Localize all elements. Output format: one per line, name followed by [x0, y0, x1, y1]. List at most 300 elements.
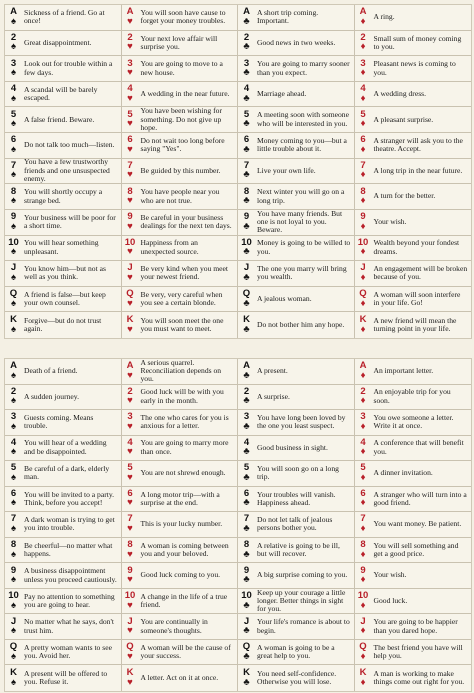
card-rank: 9: [243, 564, 250, 576]
fortune-text: Sickness of a friend. Go at once!: [24, 7, 105, 26]
club-icon: ♣: [243, 93, 250, 104]
spade-icon: ♠: [10, 370, 17, 381]
club-icon: ♣: [243, 549, 250, 560]
fortune-text: The one who cares for you is anxious for a letter.: [140, 412, 229, 431]
fortune-card-cell: [122, 159, 239, 185]
fortune-grid-bottom: [5, 359, 471, 691]
card-rank: 6: [10, 134, 17, 146]
fortune-text: A surprise.: [257, 391, 290, 401]
card-index: [5, 210, 22, 235]
diamond-icon: ♦: [360, 600, 366, 611]
fortune-text: A pleasant surprise.: [373, 114, 434, 124]
club-icon: ♣: [243, 447, 250, 458]
spade-icon: ♠: [10, 170, 17, 181]
fortune-card-cell: [5, 287, 122, 313]
fortune-card-cell: [238, 210, 355, 236]
card-rank: K: [10, 314, 17, 326]
club-icon: ♣: [243, 421, 250, 432]
card-rank: A: [243, 360, 250, 372]
spade-icon: ♠: [10, 472, 17, 483]
card-rank: A: [126, 6, 134, 18]
fortune-text: A turn for the better.: [373, 191, 436, 201]
fortune-text: Do not bother him any hope.: [257, 319, 345, 329]
card-index: [5, 312, 22, 338]
card-index: [122, 589, 139, 614]
card-index: [355, 5, 372, 30]
heart-icon: ♥: [127, 221, 133, 232]
heart-icon: ♥: [127, 549, 133, 560]
card-rank: 9: [360, 211, 366, 223]
fortune-text: Marriage ahead.: [257, 88, 307, 98]
fortune-card-cell: [5, 589, 122, 615]
fortune-card-cell: [5, 159, 122, 185]
card-rank: J: [243, 262, 250, 274]
diamond-icon: ♦: [360, 247, 366, 258]
card-rank: A: [359, 360, 367, 372]
fortune-text: A new friend will mean the turning point in your life.: [373, 315, 457, 334]
card-index: [5, 287, 22, 312]
fortune-text: The one you marry will bring you wealth.: [257, 264, 347, 282]
card-rank: 7: [10, 159, 17, 171]
fortune-card-cell: [122, 385, 239, 411]
card-rank: J: [243, 615, 250, 627]
card-index: [238, 107, 255, 132]
fortune-card-cell: [5, 512, 122, 538]
spade-icon: ♠: [10, 119, 17, 130]
fortune-text: Good luck coming to you.: [140, 570, 221, 580]
card-index: [238, 665, 255, 691]
club-icon: ♣: [243, 575, 250, 586]
fortune-card-cell: [5, 107, 122, 133]
fortune-card-cell: [122, 31, 239, 57]
spade-icon: ♠: [10, 677, 17, 688]
card-index: [122, 512, 139, 537]
card-index: [355, 184, 372, 209]
fortune-text: You will shortly occupy a strange bed.: [24, 187, 103, 205]
spade-icon: ♠: [10, 93, 17, 104]
club-icon: ♣: [243, 144, 250, 155]
card-index: [122, 287, 139, 312]
heart-icon: ♥: [127, 170, 133, 181]
fortune-text: This is your lucky number.: [140, 519, 223, 529]
fortune-text: You will hear of a wedding and be disappointed.: [24, 438, 107, 456]
card-index: [5, 589, 22, 614]
card-index: [5, 5, 22, 30]
card-rank: 2: [10, 31, 17, 43]
spade-icon: ♠: [10, 421, 17, 432]
fortune-text: Next winter you will go on a long trip.: [257, 187, 345, 205]
card-index: [355, 31, 372, 56]
club-icon: ♣: [243, 651, 250, 662]
spade-icon: ♠: [10, 144, 17, 155]
card-index: [5, 261, 22, 286]
fortune-text: Forgive—but do not trust again.: [24, 315, 102, 334]
card-index: [122, 133, 139, 158]
heart-icon: ♥: [127, 370, 133, 381]
card-index: [238, 385, 255, 410]
diamond-icon: ♦: [360, 272, 366, 283]
card-rank: Q: [242, 641, 251, 653]
diamond-icon: ♦: [360, 298, 366, 309]
diamond-icon: ♦: [360, 221, 366, 232]
fortune-text: A woman will be the cause of your success.: [140, 642, 231, 661]
fortune-card-cell: [5, 5, 122, 31]
fortune-text: A false friend. Beware.: [24, 114, 95, 124]
fortune-text: A dark woman is trying to get you into trouble.: [24, 515, 115, 533]
fortune-card-cell: [5, 210, 122, 236]
fortune-sheet-bottom: [4, 358, 472, 692]
card-rank: 4: [10, 83, 17, 95]
diamond-icon: ♦: [360, 196, 366, 207]
card-index: [355, 236, 372, 261]
club-icon: ♣: [243, 221, 250, 232]
fortune-text: You will hear something unpleasant.: [24, 238, 99, 256]
card-rank: 10: [241, 236, 252, 248]
fortune-text: Guests coming. Means trouble.: [24, 412, 94, 431]
fortune-text: You are going to marry more than once.: [140, 438, 229, 456]
fortune-text: A sudden journey.: [24, 391, 79, 401]
card-rank: 9: [127, 211, 133, 223]
fortune-text: A scandal will be barely escaped.: [24, 84, 98, 103]
club-icon: ♣: [243, 16, 250, 27]
heart-icon: ♥: [127, 272, 133, 283]
club-icon: ♣: [243, 298, 250, 309]
fortune-card-cell: [122, 133, 239, 159]
card-rank: 8: [243, 185, 250, 197]
card-index: [238, 287, 255, 312]
card-index: [5, 359, 22, 384]
card-index: [122, 210, 139, 235]
spade-icon: ♠: [10, 396, 17, 407]
card-rank: 5: [10, 462, 17, 474]
diamond-icon: ♦: [360, 575, 366, 586]
fortune-text: Great disappointment.: [24, 37, 92, 47]
card-index: [355, 159, 372, 184]
fortune-card-cell: [238, 159, 355, 185]
card-rank: 4: [10, 436, 17, 448]
spade-icon: ♠: [10, 42, 17, 53]
card-index: [238, 359, 255, 384]
card-rank: 6: [360, 487, 366, 499]
fortune-card-cell: [238, 563, 355, 589]
card-rank: 10: [357, 236, 369, 248]
fortune-card-cell: [5, 82, 122, 108]
fortune-text: A pretty woman wants to see you. Avoid her.: [24, 642, 112, 661]
fortune-text: Be very, very careful when you see a certain blonde.: [140, 289, 223, 308]
fortune-text: A woman is coming between you and your beloved.: [140, 540, 229, 559]
spade-icon: ♠: [10, 523, 17, 534]
card-index: [355, 107, 372, 132]
card-rank: Q: [359, 641, 367, 653]
diamond-icon: ♦: [360, 16, 366, 27]
fortune-card-cell: [238, 589, 355, 615]
card-index: [122, 640, 139, 665]
card-index: [238, 82, 255, 107]
fortune-text: You have many friends. But one is not loyal to you. Beware.: [257, 209, 343, 235]
club-icon: ♣: [243, 119, 250, 130]
card-index: [238, 640, 255, 665]
fortune-text: You want money. Be patient.: [373, 519, 462, 529]
card-rank: A: [10, 360, 17, 372]
fortune-card-cell: [355, 56, 472, 82]
card-rank: 4: [243, 83, 250, 95]
card-rank: J: [10, 262, 17, 274]
heart-icon: ♥: [127, 16, 133, 27]
fortune-text: No matter what he says, don't trust him.: [24, 617, 114, 635]
card-index: [238, 184, 255, 209]
fortune-card-cell: [238, 538, 355, 564]
card-rank: 6: [127, 134, 133, 146]
fortune-card-cell: [5, 461, 122, 487]
fortune-card-cell: [355, 312, 472, 338]
card-rank: J: [127, 615, 133, 627]
card-index: [355, 312, 372, 338]
card-index: [5, 436, 22, 461]
fortune-card-cell: [122, 287, 239, 313]
card-index: [238, 487, 255, 512]
card-index: [122, 82, 139, 107]
card-rank: 10: [8, 590, 19, 602]
fortune-card-cell: [122, 640, 239, 666]
card-index: [238, 31, 255, 56]
card-index: [5, 487, 22, 512]
fortune-card-cell: [238, 665, 355, 691]
card-index: [355, 385, 372, 410]
card-index: [5, 640, 22, 665]
fortune-card-cell: [5, 436, 122, 462]
card-rank: A: [243, 6, 250, 18]
card-rank: 7: [243, 159, 250, 171]
heart-icon: ♥: [127, 575, 133, 586]
card-rank: 2: [243, 385, 250, 397]
card-rank: A: [359, 6, 367, 18]
diamond-icon: ♦: [360, 144, 366, 155]
card-index: [355, 261, 372, 286]
heart-icon: ♥: [127, 472, 133, 483]
fortune-card-cell: [355, 665, 472, 691]
card-rank: A: [126, 360, 134, 372]
club-icon: ♣: [243, 472, 250, 483]
fortune-card-cell: [355, 410, 472, 436]
card-index: [122, 563, 139, 588]
fortune-card-cell: [5, 261, 122, 287]
card-index: [5, 133, 22, 158]
fortune-text: A relative is going to be ill, but will recover.: [257, 540, 340, 559]
fortune-text: You know him—but not as well as you think.: [24, 264, 106, 282]
fortune-text: You are going to be happier than you dared hope.: [373, 617, 458, 635]
card-rank: 2: [243, 31, 250, 43]
heart-icon: ♥: [127, 447, 133, 458]
card-rank: K: [126, 667, 134, 679]
fortune-text: You have been wishing for something. Do not give up hope.: [140, 107, 222, 132]
fortune-card-cell: [122, 512, 239, 538]
diamond-icon: ♦: [360, 93, 366, 104]
card-rank: 5: [360, 462, 366, 474]
fortune-text: You will sell something and get a good price.: [373, 540, 459, 559]
card-index: [122, 159, 139, 184]
card-rank: 8: [243, 539, 250, 551]
spade-icon: ♠: [10, 626, 17, 637]
diamond-icon: ♦: [360, 396, 366, 407]
card-rank: 8: [360, 185, 366, 197]
fortune-text: Be guided by this number.: [140, 165, 221, 175]
fortune-text: A man is working to make things come out right for you.: [373, 668, 465, 687]
fortune-card-cell: [122, 665, 239, 691]
card-rank: Q: [9, 288, 18, 300]
card-rank: 10: [241, 590, 252, 602]
card-rank: 2: [127, 31, 133, 43]
card-index: [238, 261, 255, 286]
card-rank: 3: [360, 411, 366, 423]
card-rank: 9: [360, 564, 366, 576]
card-index: [238, 210, 255, 235]
card-index: [355, 538, 372, 563]
spade-icon: ♠: [10, 68, 17, 79]
card-rank: 5: [360, 108, 366, 120]
card-rank: 3: [243, 57, 250, 69]
fortune-text: You have long been loved by the one you least suspect.: [257, 412, 346, 431]
club-icon: ♣: [243, 170, 250, 181]
diamond-icon: ♦: [360, 42, 366, 53]
card-rank: 4: [127, 83, 133, 95]
fortune-text: Money is going to be willed to you.: [257, 238, 351, 256]
card-rank: 7: [127, 513, 133, 525]
spade-icon: ♠: [10, 272, 17, 283]
card-index: [122, 385, 139, 410]
heart-icon: ♥: [127, 68, 133, 79]
fortune-card-cell: [238, 236, 355, 262]
diamond-icon: ♦: [360, 472, 366, 483]
fortune-text: You have people near you who are not true.: [140, 187, 220, 205]
fortune-card-cell: [5, 31, 122, 57]
fortune-text: Good news in two weeks.: [257, 37, 336, 47]
fortune-text: An enjoyable trip for you soon.: [373, 387, 451, 405]
card-rank: K: [243, 314, 250, 326]
page-gap: [0, 340, 474, 354]
fortune-card-cell: [5, 665, 122, 691]
card-index: [5, 563, 22, 588]
fortune-text: A conference that will benefit you.: [373, 438, 464, 456]
fortune-text: A woman will soon interfere in your life. Go!: [373, 289, 461, 308]
fortune-text: Money coming to you—but a little trouble about it.: [257, 135, 347, 154]
card-index: [355, 512, 372, 537]
fortune-card-cell: [5, 640, 122, 666]
fortune-text: A stranger will ask you to the theatre. Accept.: [373, 135, 463, 154]
fortune-text: Be very kind when you meet your newest friend.: [140, 264, 229, 282]
fortune-text: You are not shrewd enough.: [140, 468, 226, 478]
fortune-card-cell: [238, 261, 355, 287]
card-index: [355, 287, 372, 312]
card-index: [5, 56, 22, 81]
fortune-card-cell: [122, 359, 239, 385]
heart-icon: ♥: [127, 600, 133, 611]
club-icon: ♣: [243, 272, 250, 283]
card-index: [355, 487, 372, 512]
fortune-text: You will be invited to a party. Think, before you accept!: [24, 489, 115, 507]
card-index: [122, 359, 139, 384]
fortune-card-cell: [355, 107, 472, 133]
card-rank: 9: [10, 211, 17, 223]
fortune-card-cell: [355, 487, 472, 513]
fortune-card-cell: [238, 312, 355, 338]
fortune-text: You will soon meet the one you must want to meet.: [140, 315, 224, 334]
fortune-card-cell: [122, 210, 239, 236]
card-rank: Q: [126, 288, 134, 300]
card-index: [355, 461, 372, 486]
fortune-text: Your wish.: [373, 217, 407, 227]
fortune-text: A jealous woman.: [257, 293, 312, 303]
card-index: [122, 665, 139, 691]
card-rank: 8: [10, 539, 17, 551]
card-index: [238, 538, 255, 563]
fortune-text: Wealth beyond your fondest dreams.: [373, 238, 460, 256]
fortune-card-cell: [122, 410, 239, 436]
heart-icon: ♥: [127, 523, 133, 534]
card-index: [5, 31, 22, 56]
card-rank: 4: [360, 436, 366, 448]
fortune-text: Be careful of a dark, elderly man.: [24, 464, 110, 482]
card-index: [122, 410, 139, 435]
fortune-text: Your life's romance is about to begin.: [257, 617, 350, 635]
card-rank: K: [126, 314, 134, 326]
card-index: [355, 563, 372, 588]
fortune-text: A letter. Act on it at once.: [140, 673, 219, 683]
spade-icon: ♠: [10, 247, 17, 258]
fortune-text: A long motor trip—with a surprise at the end.: [140, 489, 220, 507]
fortune-card-cell: [355, 261, 472, 287]
heart-icon: ♥: [127, 119, 133, 130]
card-index: [238, 589, 255, 614]
card-index: [355, 589, 372, 614]
card-rank: Q: [359, 288, 367, 300]
heart-icon: ♥: [127, 42, 133, 53]
fortune-text: Look out for trouble within a few days.: [24, 59, 113, 77]
fortune-card-cell: [5, 184, 122, 210]
card-index: [122, 614, 139, 639]
card-rank: 2: [10, 385, 17, 397]
diamond-icon: ♦: [360, 651, 366, 662]
fortune-card-cell: [122, 436, 239, 462]
fortune-card-cell: [238, 410, 355, 436]
fortune-card-cell: [238, 614, 355, 640]
fortune-text: A present.: [257, 366, 288, 376]
fortune-text: Pay no attention to something you are going to hear.: [24, 591, 115, 610]
fortune-text: A change in the life of a true friend.: [140, 591, 228, 610]
card-index: [5, 512, 22, 537]
card-index: [122, 261, 139, 286]
club-icon: ♣: [243, 626, 250, 637]
fortune-card-cell: [355, 5, 472, 31]
fortune-text: A wedding dress.: [373, 88, 427, 98]
card-rank: Q: [9, 641, 18, 653]
fortune-card-cell: [238, 436, 355, 462]
card-rank: 10: [8, 236, 19, 248]
card-index: [122, 56, 139, 81]
heart-icon: ♥: [127, 651, 133, 662]
card-rank: 4: [127, 436, 133, 448]
fortune-text: An engagement will be broken because of you.: [373, 264, 468, 282]
fortune-sheet-top: [4, 4, 472, 339]
card-index: [122, 538, 139, 563]
fortune-grid-top: [5, 5, 471, 338]
diamond-icon: ♦: [360, 370, 366, 381]
spade-icon: ♠: [10, 651, 17, 662]
diamond-icon: ♦: [360, 447, 366, 458]
fortune-text: You are continually in someone's thoughts.: [140, 617, 208, 635]
fortune-text: An important letter.: [373, 366, 434, 376]
fortune-text: Pleasant news is coming to you.: [373, 59, 456, 77]
card-index: [5, 614, 22, 639]
